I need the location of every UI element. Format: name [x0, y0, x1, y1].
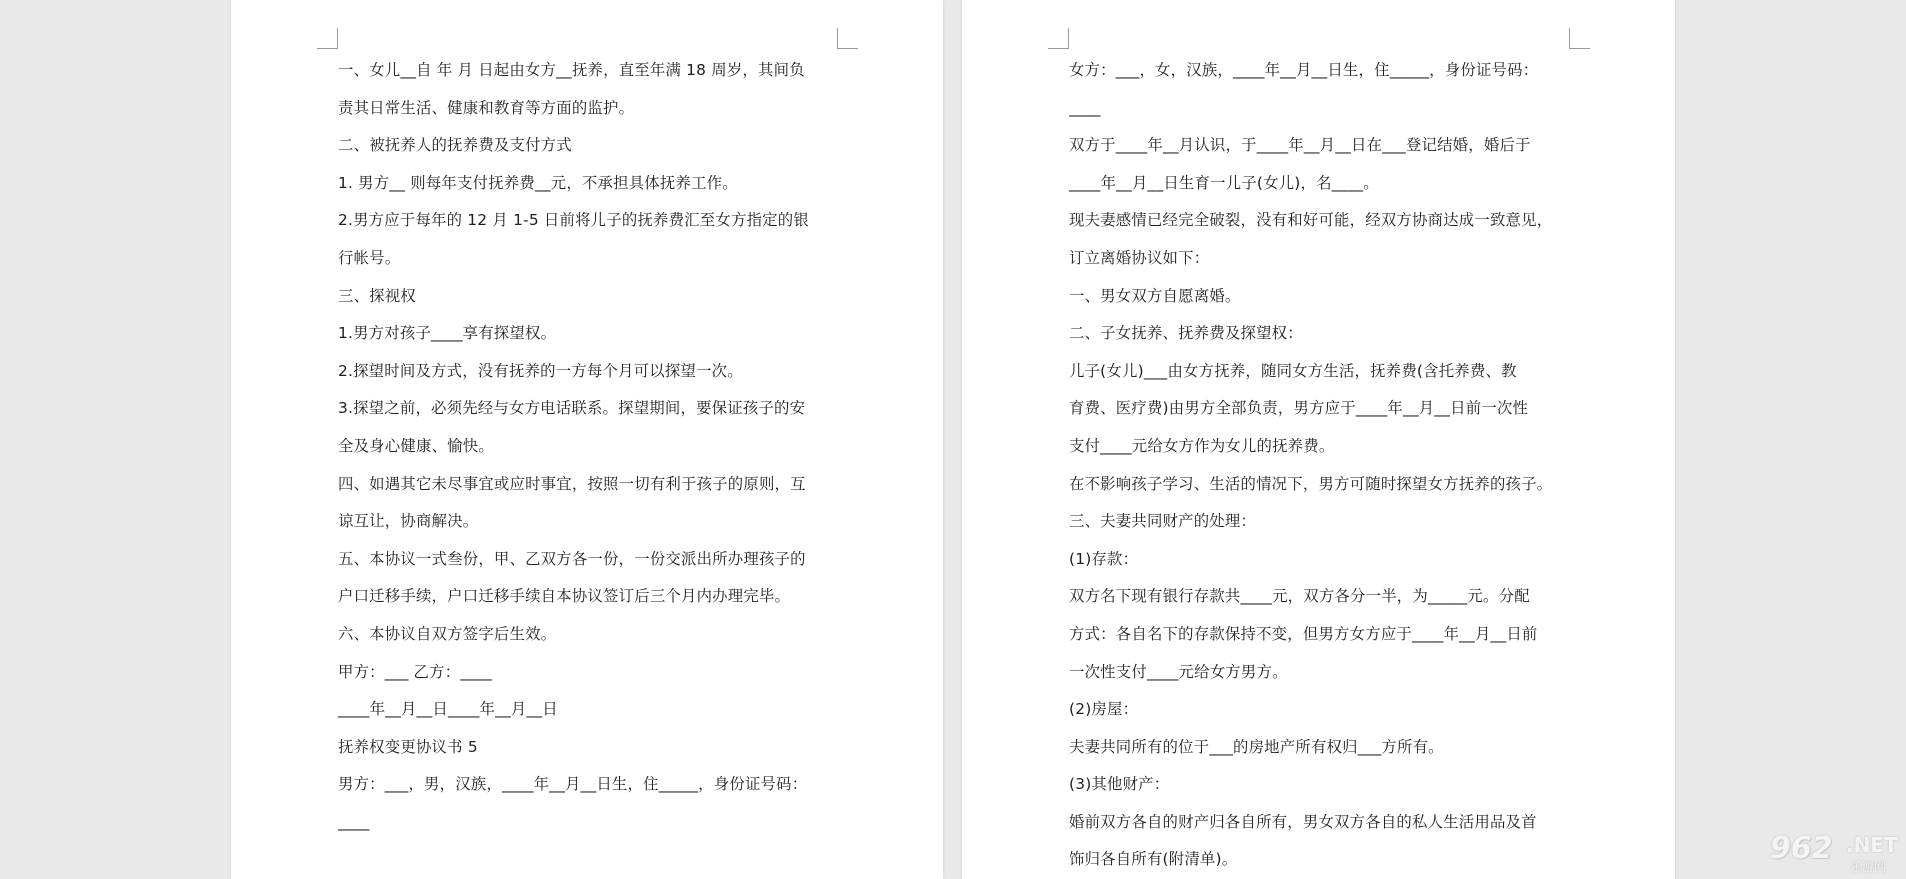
text-line: 六、本协议自双方签字后生效。 [338, 624, 557, 643]
watermark-number: 962 [1770, 831, 1833, 866]
text-line: 双方于____年__月认识，于____年__月__日在___登记结婚，婚后于 [1069, 136, 1531, 155]
text-line: 育费、医疗费)由男方全部负责，男方应于____年__月__日前一次性 [1069, 399, 1529, 418]
text-line: (2)房屋： [1069, 700, 1139, 719]
watermark-subtitle: 乐游网 [1850, 860, 1887, 874]
text-line: 抚养权变更协议书 5 [338, 737, 478, 756]
text-line: 夫妻共同所有的位于___的房地产所有权归___方所有。 [1069, 737, 1444, 756]
text-line: (1)存款： [1069, 549, 1139, 568]
text-line: 2.探望时间及方式，没有抚养的一方每个月可以探望一次。 [338, 361, 743, 380]
text-line: 一、女儿__自 年 月 日起由女方__抚养，直至年满 18 周岁，其间负 [338, 61, 805, 79]
text-line: 三、夫妻共同财产的处理： [1069, 512, 1257, 531]
site-watermark-logo [1768, 831, 1900, 875]
text-line: 在不影响孩子学习、生活的情况下，男方可随时探望女方抚养的孩子。 [1069, 474, 1553, 493]
text-line: 五、本协议一式叁份，甲、乙双方各一份，一份交派出所办理孩子的 [338, 549, 806, 568]
page-body-text [1069, 52, 1569, 879]
text-line: 方式：各自名下的存款保持不变，但男方女方应于____年__月__日前 [1069, 624, 1538, 643]
text-line: ____ [1069, 98, 1101, 117]
text-line: 一、男女双方自愿离婚。 [1069, 286, 1241, 305]
text-line: 1. 男方__ 则每年支付抚养费__元，不承担具体抚养工作。 [338, 173, 738, 192]
watermark-suffix: .NET [1846, 833, 1898, 857]
text-line: 订立离婚协议如下： [1069, 248, 1210, 267]
text-line: 饰归各自所有(附清单)。 [1069, 850, 1238, 869]
text-line: 支付____元给女方作为女儿的抚养费。 [1069, 436, 1335, 455]
text-line: ____年__月__日生育一儿子(女儿)，名____。 [1069, 173, 1379, 192]
text-line: ____年__月__日____年__月__日 [338, 700, 558, 719]
text-line: 儿子(女儿)___由女方抚养，随同女方生活，抚养费(含托养费、教 [1069, 361, 1517, 380]
page-body-text [338, 52, 838, 841]
text-line: 责其日常生活、健康和教育等方面的监护。 [338, 98, 635, 117]
text-line: 三、探视权 [338, 286, 416, 305]
text-line: 谅互让，协商解决。 [338, 512, 479, 531]
text-line: 男方：___，男，汉族，____年__月__日生，住_____，身份证号码： [338, 775, 808, 794]
text-line: 二、子女抚养、抚养费及探望权： [1069, 324, 1303, 343]
text-line: 婚前双方各自的财产归各自所有，男女双方各自的私人生活用品及首 [1069, 812, 1537, 831]
text-line: 户口迁移手续，户口迁移手续自本协议签订后三个月内办理完毕。 [338, 587, 791, 606]
document-page-left [231, 0, 943, 879]
crop-mark-top-right [837, 28, 858, 49]
text-line: 四、如遇其它未尽事宜或应时事宜，按照一切有利于孩子的原则，互 [338, 474, 806, 493]
text-line: 双方名下现有银行存款共____元，双方各分一半，为_____元。分配 [1069, 587, 1530, 606]
text-line: 行帐号。 [338, 248, 401, 267]
text-line: 甲方：___ 乙方：____ [338, 662, 492, 681]
text-line: 全及身心健康、愉快。 [338, 436, 494, 455]
crop-mark-top-left [317, 28, 338, 49]
text-line: ____ [338, 812, 370, 831]
text-line: 1.男方对孩子____享有探望权。 [338, 324, 557, 343]
crop-mark-top-left [1048, 28, 1069, 49]
document-page-right [962, 0, 1675, 879]
text-line: 3.探望之前，必须先经与女方电话联系。探望期间，要保证孩子的安 [338, 399, 806, 418]
text-line: (3)其他财产： [1069, 775, 1170, 794]
text-line: 现夫妻感情已经完全破裂，没有和好可能，经双方协商达成一致意见， [1069, 211, 1553, 230]
text-line: 女方：___，女，汉族，____年__月__日生，住_____，身份证号码： [1069, 61, 1539, 79]
text-line: 2.男方应于每年的 12 月 1-5 日前将儿子的抚养费汇至女方指定的银 [338, 211, 809, 230]
text-line: 一次性支付____元给女方男方。 [1069, 662, 1288, 681]
crop-mark-top-right [1569, 28, 1590, 49]
text-line: 二、被抚养人的抚养费及支付方式 [338, 136, 572, 155]
